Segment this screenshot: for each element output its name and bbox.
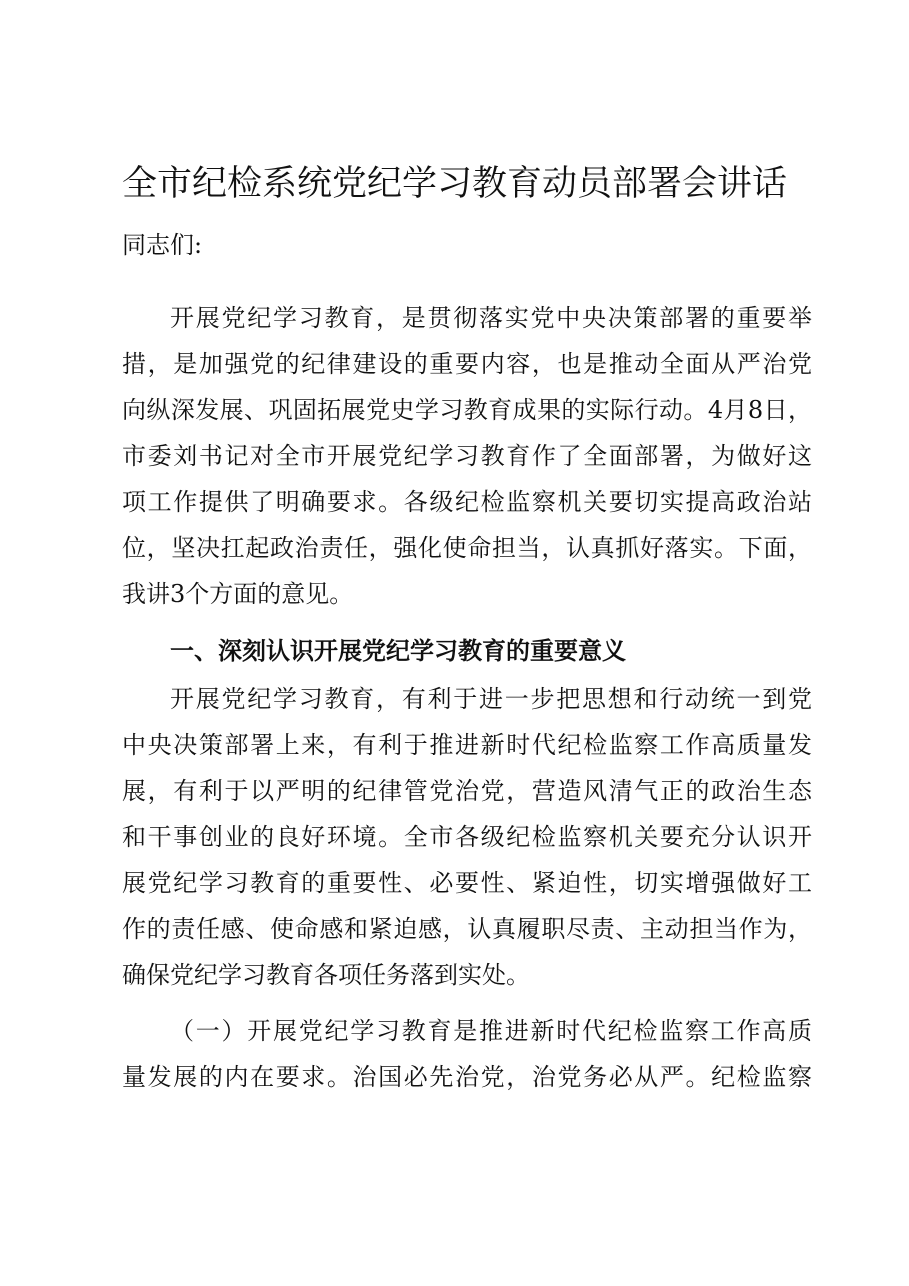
paragraph-line: （一）开展党纪学习教育是推进新时代纪检监察工作高质 xyxy=(170,1017,812,1045)
paragraph-line: 展党纪学习教育的重要性、必要性、紧迫性，切实增强做好工 xyxy=(122,869,812,897)
section-heading-1 xyxy=(122,628,812,674)
paragraph-line: 和干事创业的良好环境。全市各级纪检监察机关要充分认识开 xyxy=(122,823,812,851)
document-title: 全市纪检系统党纪学习教育动员部署会讲话 xyxy=(121,164,787,204)
paragraph-line: 开展党纪学习教育，是贯彻落实党中央决策部署的重要举 xyxy=(170,304,812,332)
paragraph-line: 展，有利于以严明的纪律管党治党，营造风清气正的政治生态 xyxy=(122,777,812,805)
paragraph-line: 作的责任感、使命感和紧迫感，认真履职尽责、主动担当作为， xyxy=(122,915,812,943)
greeting xyxy=(122,222,812,268)
paragraph-2 xyxy=(122,676,812,998)
paragraph-line: 项工作提供了明确要求。各级纪检监察机关要切实提高政治站 xyxy=(122,488,812,516)
greeting-line: 同志们: xyxy=(122,231,203,259)
paragraph-line: 市委刘书记对全市开展党纪学习教育作了全面部署，为做好这 xyxy=(122,442,812,470)
paragraph-line: 措，是加强党的纪律建设的重要内容，也是推动全面从严治党 xyxy=(122,350,812,378)
paragraph-1 xyxy=(122,295,812,617)
paragraph-line: 中央决策部署上来，有利于推进新时代纪检监察工作高质量发 xyxy=(122,731,812,759)
paragraph-line: 开展党纪学习教育，有利于进一步把思想和行动统一到党 xyxy=(170,685,812,713)
paragraph-line: 确保党纪学习教育各项任务落到实处。 xyxy=(122,961,530,989)
paragraph-3 xyxy=(122,1008,812,1100)
paragraph-line: 我讲3个方面的意见。 xyxy=(122,580,354,608)
paragraph-line: 量发展的内在要求。治国必先治党，治党务必从严。纪检监察 xyxy=(122,1063,812,1091)
paragraph-line: 向纵深发展、巩固拓展党史学习教育成果的实际行动。4月8日， xyxy=(122,396,812,424)
paragraph-line: 位，坚决扛起政治责任，强化使命担当，认真抓好落实。下面， xyxy=(122,534,812,562)
section-heading-text: 一、深刻认识开展党纪学习教育的重要意义 xyxy=(170,637,626,665)
